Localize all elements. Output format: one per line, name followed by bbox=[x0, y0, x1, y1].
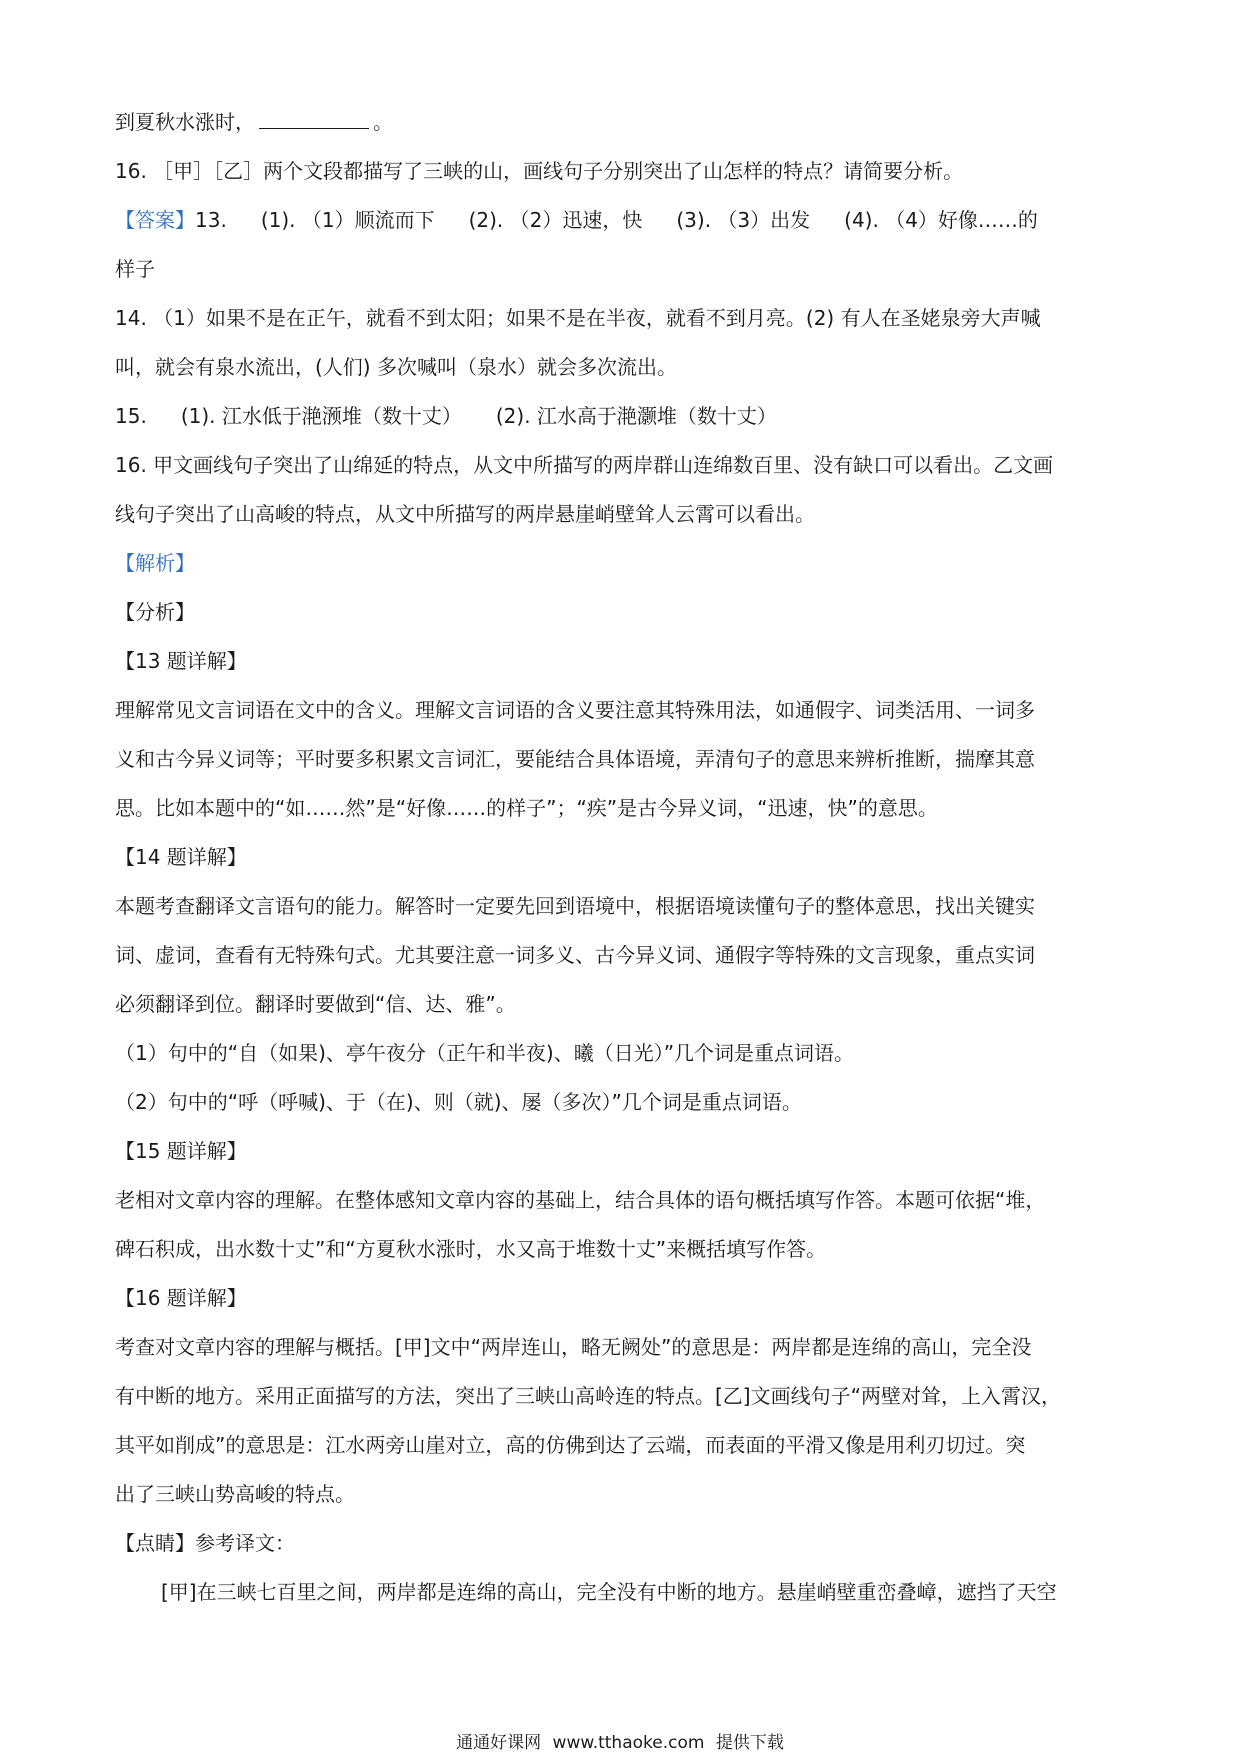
answer-tag: 【答案】 bbox=[115, 208, 195, 232]
section-heading: 【点睛】参考译文： bbox=[115, 1531, 295, 1555]
text-line bbox=[115, 98, 1130, 147]
answer-16-line: 16. 甲文画线句子突出了山绵延的特点，从文中所描写的两岸群山连绵数百里、没有缺口可以看出。乙文画 bbox=[115, 453, 1054, 477]
page-footer bbox=[0, 1728, 1240, 1753]
answer-blank bbox=[259, 108, 369, 129]
answer-item: (2). 江水高于滟灏堆（数十丈） bbox=[495, 404, 777, 428]
answer-14-line: 叫，就会有泉水流出，(人们) 多次喊叫（泉水）就会多次流出。 bbox=[115, 355, 677, 379]
document-body bbox=[115, 98, 1130, 1617]
footer-site-name: 通通好课网 bbox=[456, 1733, 542, 1753]
section-heading: 【分析】 bbox=[115, 600, 195, 624]
paragraph-line: 本题考查翻译文言语句的能力。解答时一定要先回到语境中，根据语境读懂句子的整体意思，找出关键实 bbox=[115, 894, 1035, 918]
answer-item: (2). （2）迅速，快 bbox=[468, 208, 643, 232]
paragraph-line: 理解常见文言词语在文中的含义。理解文言词语的含义要注意其特殊用法，如通假字、词类活用、一词多 bbox=[115, 698, 1035, 722]
paragraph-line: （1）句中的“自（如果)、亭午夜分（正午和半夜)、曦（日光）”几个词是重点词语。 bbox=[115, 1041, 855, 1065]
answer-number: 13. bbox=[195, 208, 227, 232]
answer-item: (3). （3）出发 bbox=[676, 208, 811, 232]
paragraph-line: 思。比如本题中的“如……然”是“好像……的样子”；“疾”是古今异义词，“迅速，快”的意思。 bbox=[115, 796, 938, 820]
answer-item: (4). （4）好像……的 bbox=[844, 208, 1038, 232]
answer-16-line: 线句子突出了山高峻的特点，从文中所描写的两岸悬崖峭壁耸人云霄可以看出。 bbox=[115, 502, 815, 526]
answer-item: (1). 江水低于滟滪堆（数十丈） bbox=[180, 404, 462, 428]
answer-line-13 bbox=[115, 196, 1130, 245]
section-heading: 【13 题详解】 bbox=[115, 649, 247, 673]
answer-line-15 bbox=[115, 392, 1130, 441]
text-span: 到夏秋水涨时， bbox=[115, 110, 255, 134]
paragraph-line: 出了三峡山势高峻的特点。 bbox=[115, 1482, 355, 1506]
section-heading: 【16 题详解】 bbox=[115, 1286, 247, 1310]
paragraph-line: 有中断的地方。采用正面描写的方法，突出了三峡山高岭连的特点。[乙]文画线句子“两壁对耸，上入霄汉， bbox=[115, 1384, 1061, 1408]
paragraph-line: 考查对文章内容的理解与概括。[甲]文中“两岸连山，略无阙处”的意思是：两岸都是连绵的高山，完全没 bbox=[115, 1335, 1032, 1359]
paragraph-line: 碑石积成，出水数十丈”和“方夏秋水涨时，水又高于堆数十丈”来概括填写作答。 bbox=[115, 1237, 827, 1261]
footer-url: www.tthaoke.com bbox=[552, 1733, 705, 1753]
footer-note: 提供下载 bbox=[715, 1733, 784, 1753]
paragraph-line: 义和古今异义词等；平时要多积累文言词汇，要能结合具体语境，弄清句子的意思来辨析推断，揣摩其意 bbox=[115, 747, 1035, 771]
section-heading: 【15 题详解】 bbox=[115, 1139, 247, 1163]
answer-item: (1). （1）顺流而下 bbox=[260, 208, 435, 232]
question-16: 16. ［甲］［乙］两个文段都描写了三峡的山，画线句子分别突出了山怎样的特点？请简要分析。 bbox=[115, 159, 964, 183]
section-heading: 【14 题详解】 bbox=[115, 845, 247, 869]
paragraph-line: [甲]在三峡七百里之间，两岸都是连绵的高山，完全没有中断的地方。悬崖峭壁重峦叠嶂，遮挡了天空 bbox=[161, 1580, 1057, 1604]
answer-14-line: 14. （1）如果不是在正午，就看不到太阳；如果不是在半夜，就看不到月亮。(2) 有人在圣姥泉旁大声喊 bbox=[115, 306, 1041, 330]
text-line: 样子 bbox=[115, 257, 155, 281]
analysis-heading: 【解析】 bbox=[115, 551, 195, 575]
paragraph-line: 词、虚词，查看有无特殊句式。尤其要注意一词多义、古今异义词、通假字等特殊的文言现象，重点实词 bbox=[115, 943, 1035, 967]
paragraph-line: （2）句中的“呼（呼喊)、于（在)、则（就)、屡（多次）”几个词是重点词语。 bbox=[115, 1090, 802, 1114]
paragraph-line: 其平如削成”的意思是：江水两旁山崖对立，高的仿佛到达了云端，而表面的平滑又像是用利刃切过。突 bbox=[115, 1433, 1026, 1457]
answer-number: 15. bbox=[115, 404, 147, 428]
text-span: 。 bbox=[373, 110, 393, 134]
paragraph-line: 老相对文章内容的理解。在整体感知文章内容的基础上，结合具体的语句概括填写作答。本题可依据“堆， bbox=[115, 1188, 1046, 1212]
paragraph-line: 必须翻译到位。翻译时要做到“信、达、雅”。 bbox=[115, 992, 516, 1016]
